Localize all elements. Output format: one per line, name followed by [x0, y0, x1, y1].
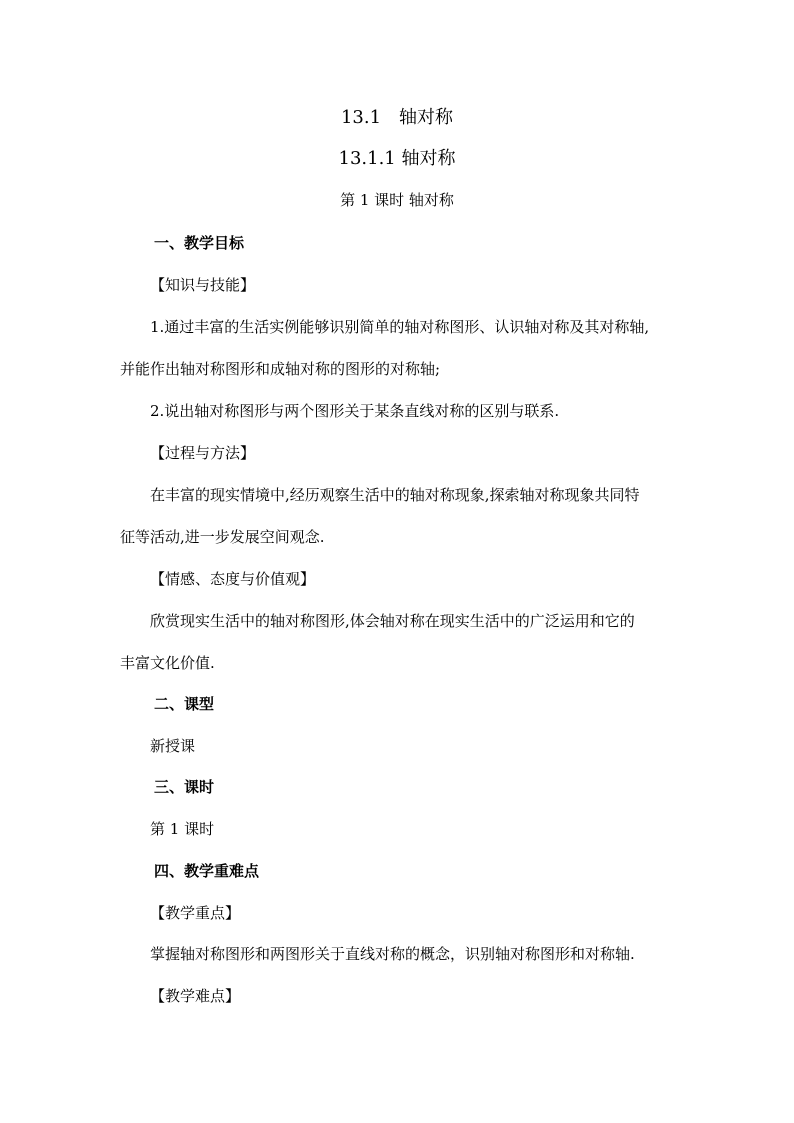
subheading-knowledge-skills: 【知识与技能】 — [150, 276, 256, 294]
subheading-key-points: 【教学重点】 — [150, 904, 241, 922]
paragraph-line: 新授课 — [150, 737, 196, 755]
subheading-difficult-points: 【教学难点】 — [150, 987, 241, 1005]
paragraph-line: 2.说出轴对称图形与两个图形关于某条直线对称的区别与联系. — [150, 402, 560, 420]
subheading-emotion-values: 【情感、态度与价值观】 — [150, 570, 316, 588]
paragraph-line: 在丰富的现实情境中,经历观察生活中的轴对称现象,探索轴对称现象共同特 — [150, 486, 640, 504]
section-heading-lesson-type: 二、课型 — [154, 695, 215, 713]
subheading-process-methods: 【过程与方法】 — [150, 444, 256, 462]
paragraph-line: 丰富文化价值. — [120, 654, 215, 672]
paragraph-line: 第 1 课时 — [150, 820, 215, 838]
paragraph-line: 并能作出轴对称图形和成轴对称的图形的对称轴; — [120, 360, 441, 378]
paragraph-line: 1.通过丰富的生活实例能够识别简单的轴对称图形、认识轴对称及其对称轴, — [150, 318, 650, 336]
lesson-title: 第 1 课时 轴对称 — [340, 191, 454, 209]
paragraph-line: 掌握轴对称图形和两图形关于直线对称的概念，识别轴对称图形和对称轴. — [150, 945, 635, 963]
paragraph-line: 欣赏现实生活中的轴对称图形,体会轴对称在现实生活中的广泛运用和它的 — [150, 612, 635, 630]
section-heading-key-difficult-points: 四、教学重难点 — [154, 862, 260, 880]
paragraph-line: 征等活动,进一步发展空间观念. — [120, 528, 325, 546]
document-title: 13.1 轴对称 — [340, 107, 454, 128]
section-heading-class-hours: 三、课时 — [154, 778, 215, 796]
section-title: 13.1.1 轴对称 — [338, 148, 456, 169]
section-heading-teaching-goals: 一、教学目标 — [154, 234, 245, 252]
